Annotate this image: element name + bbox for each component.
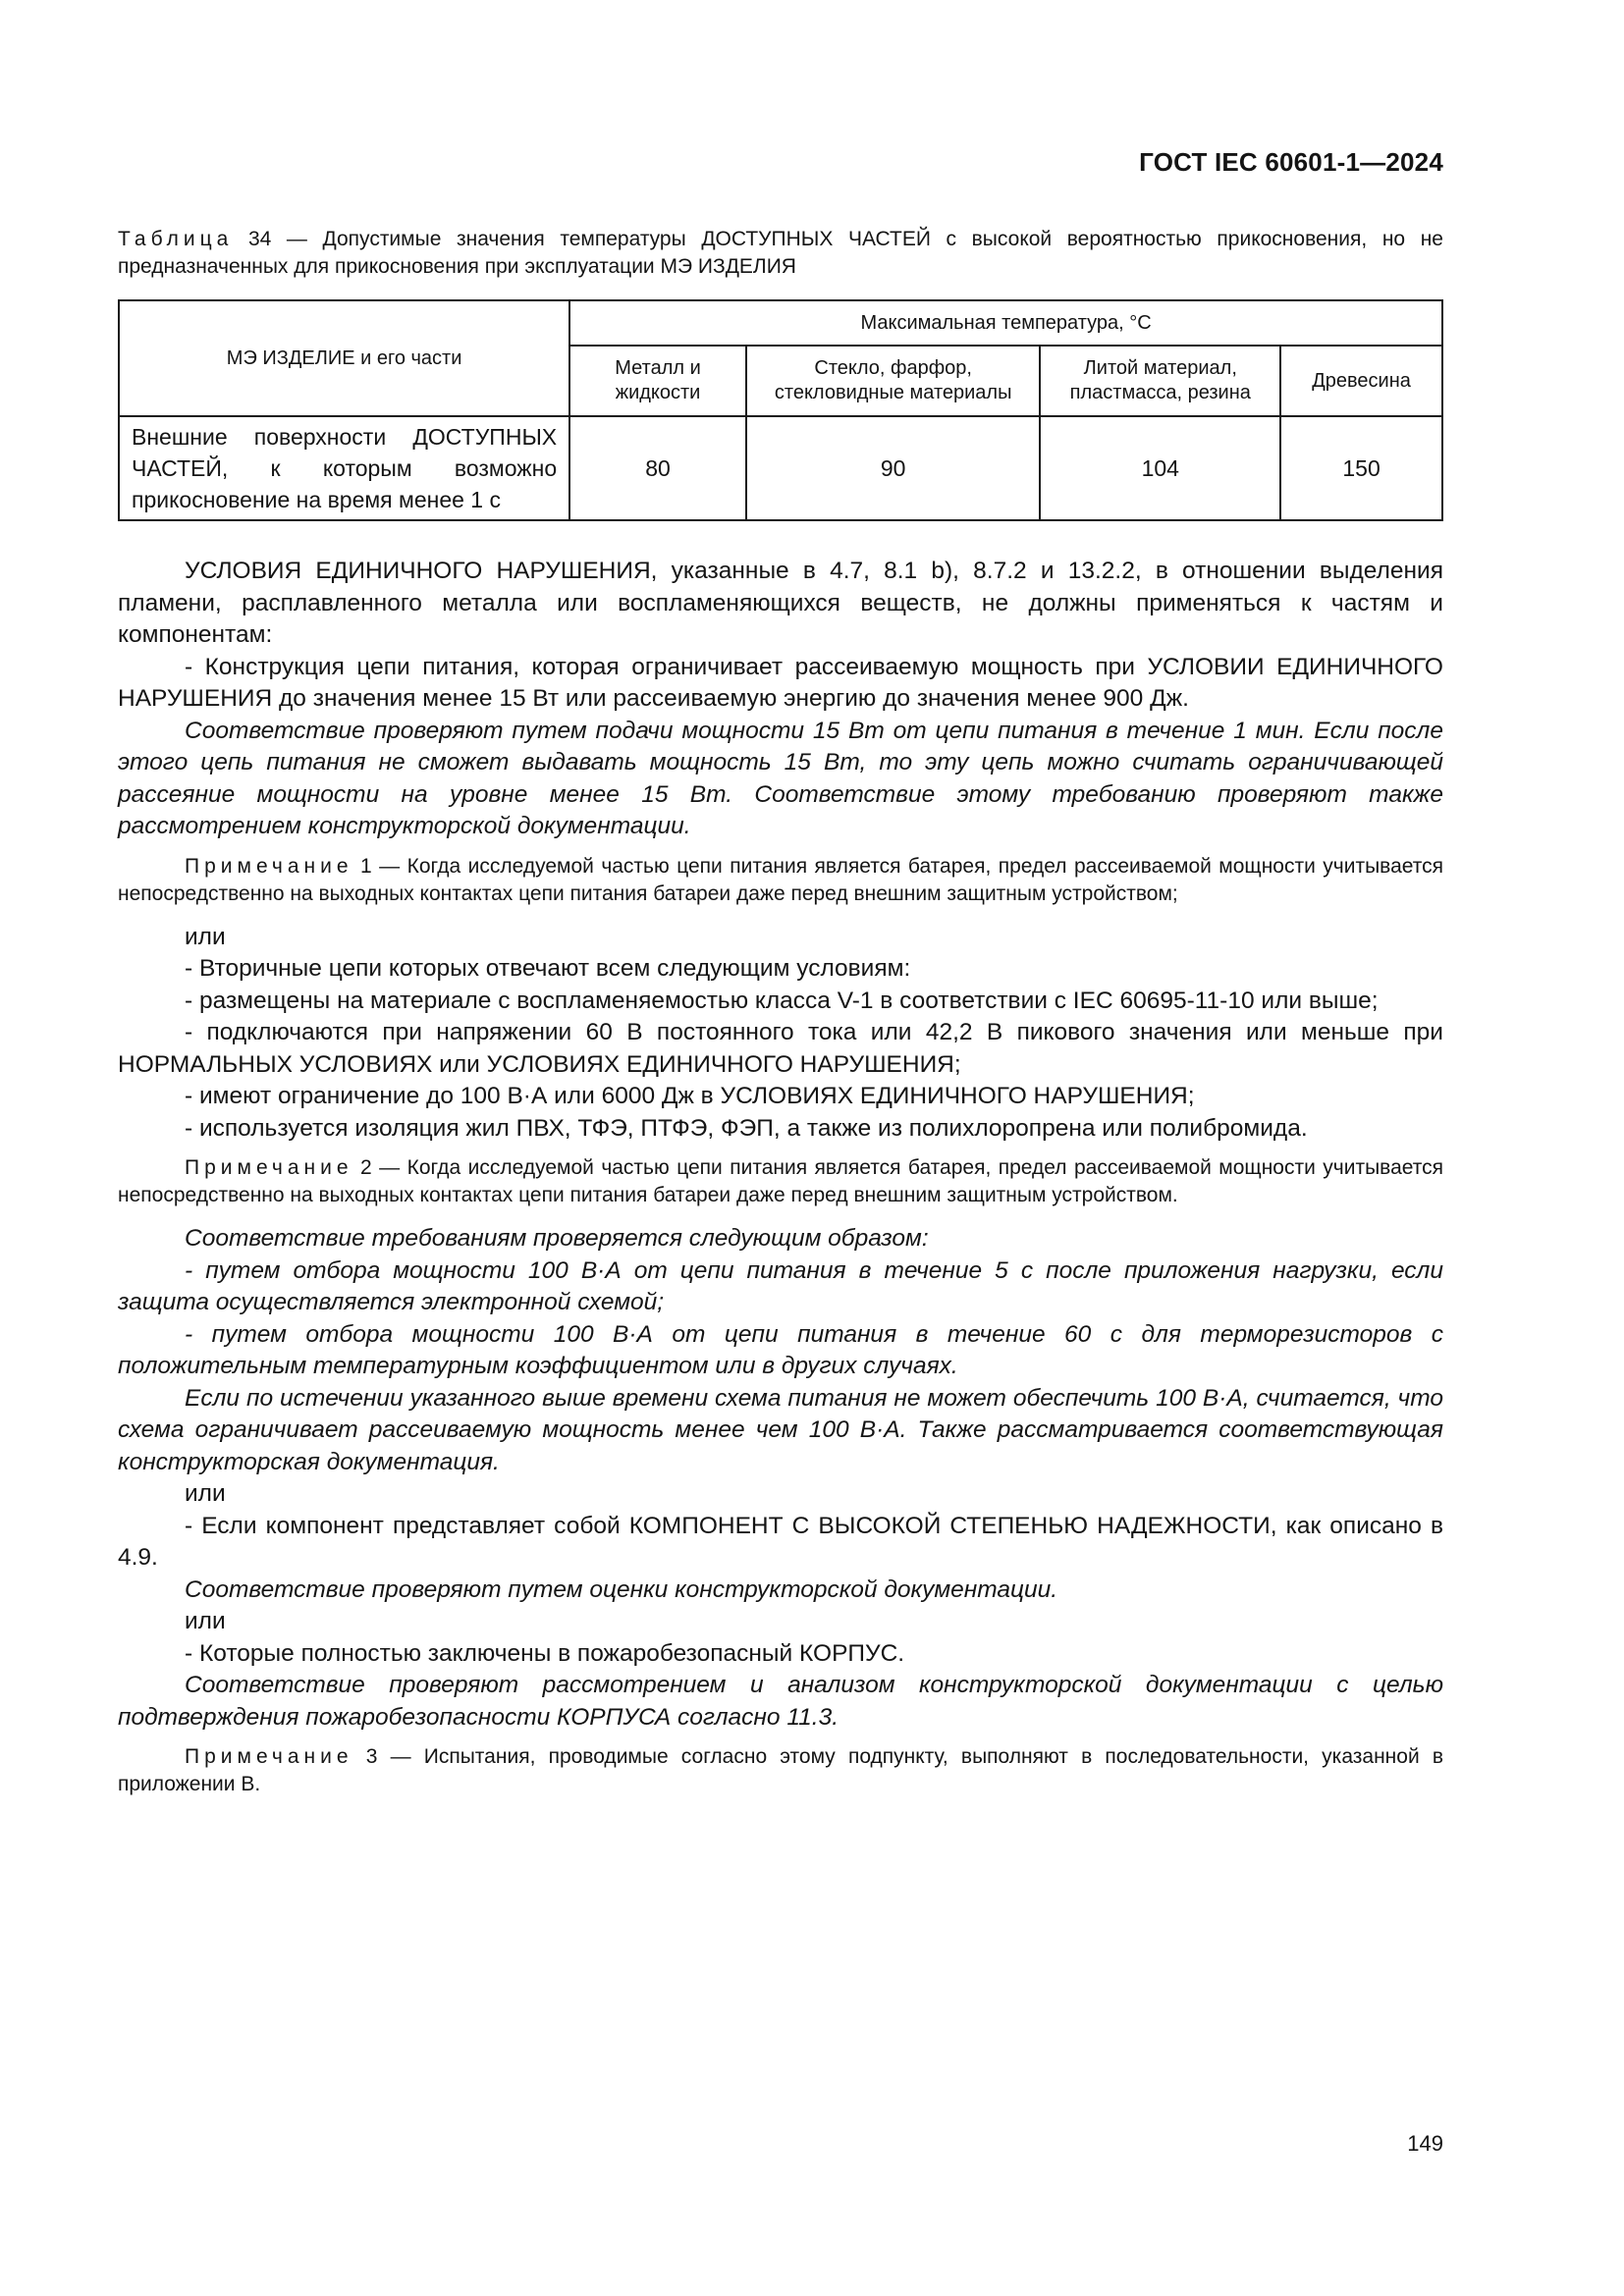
- table-caption: [118, 226, 1443, 281]
- table-caption-text: 34 — Допустимые значения температуры ДОСТУПНЫХ ЧАСТЕЙ с высокой вероятностью прикосновения, но не предназначенных для прикосновения при эксплуатации МЭ ИЗДЕЛИЯ: [118, 228, 1443, 278]
- note-text: 1 — Когда исследуемой частью цепи питания является батарея, предел рассеиваемой мощности учитывается непосредственно на выходных контактах цепи питания батареи даже перед внешним защитным устройством;: [118, 854, 1443, 905]
- paragraph: - используется изоляция жил ПВХ, ТФЭ, ПТФЭ, ФЭП, а также из полихлоропрена или полибромида.: [185, 1114, 1308, 1142]
- paragraph: УСЛОВИЯ ЕДИНИЧНОГО НАРУШЕНИЯ, указанные в 4.7, 8.1 b), 8.7.2 и 13.2.2, в отношении выделения пламени, расплавленного металла или воспламеняющихся веществ, не должны применяться к частям и компонентам:: [118, 558, 1443, 648]
- temperature-table: [118, 299, 1443, 521]
- page-number: 149: [1407, 2131, 1443, 2156]
- paragraph: - размещены на материале с воспламеняемостью класса V-1 в соответствии с IEC 60695-11-10 или выше;: [185, 987, 1379, 1014]
- compliance-paragraph: - путем отбора мощности 100 В·А от цепи питания в течение 5 с после приложения нагрузки, если защита осуществляется электронной схемой;: [118, 1256, 1443, 1315]
- table-header-max-temp: Максимальная температура, °С: [569, 300, 1442, 346]
- note-label: Примечание: [185, 854, 353, 878]
- note-text: 2 — Когда исследуемой частью цепи питания является батарея, предел рассеиваемой мощности учитывается непосредственно на выходных контактах цепи питания батареи даже перед внешним защитным устройством.: [118, 1156, 1443, 1206]
- compliance-paragraph: Соответствие проверяют путем оценки конструкторской документации.: [185, 1575, 1058, 1603]
- note-label: Примечание: [185, 1156, 353, 1179]
- compliance-paragraph: Соответствие требованиям проверяется следующим образом:: [185, 1225, 929, 1252]
- paragraph: или: [185, 1608, 226, 1634]
- table-cell: 80: [569, 416, 746, 520]
- paragraph: - подключаются при напряжении 60 В постоянного тока или 42,2 В пикового значения или меньше при НОРМАЛЬНЫХ УСЛОВИЯХ или УСЛОВИЯХ ЕДИНИЧНОГО НАРУШЕНИЯ;: [118, 1019, 1443, 1078]
- table-subheader: Стекло, фарфор, стекловидные материалы: [746, 346, 1041, 416]
- document-header: ГОСТ IEC 60601-1—2024: [1139, 147, 1443, 177]
- note-text: 3 — Испытания, проводимые согласно этому подпункту, выполняют в последовательности, указанной в приложении В.: [118, 1745, 1443, 1795]
- table-row-label: Внешние поверхности ДОСТУПНЫХ ЧАСТЕЙ, к которым возможно прикосновение на время менее 1 с: [119, 416, 569, 520]
- table-cell: 104: [1040, 416, 1280, 520]
- paragraph: или: [185, 923, 226, 950]
- table-cell: 90: [746, 416, 1041, 520]
- note-3: [118, 1743, 1443, 1798]
- paragraph: - Которые полностью заключены в пожаробезопасный КОРПУС.: [185, 1639, 905, 1667]
- table-subheader: Литой материал, пластмасса, резина: [1040, 346, 1280, 416]
- compliance-paragraph: Если по истечении указанного выше времени схема питания не может обеспечить 100 В·А, считается, что схема ограничивает рассеиваемую мощность менее чем 100 В·А. Также рассматривается соответствующая конструкторская документация.: [118, 1384, 1443, 1475]
- compliance-paragraph: Соответствие проверяют рассмотрением и анализом конструкторской документации с целью подтверждения пожаробезопасности КОРПУСА согласно 11.3.: [118, 1672, 1443, 1731]
- table-subheader: Древесина: [1280, 346, 1442, 416]
- table-header-part: МЭ ИЗДЕЛИЕ и его части: [119, 300, 569, 416]
- table-caption-label: Таблица: [118, 228, 234, 250]
- paragraph: - имеют ограничение до 100 В·А или 6000 Дж в УСЛОВИЯХ ЕДИНИЧНОГО НАРУШЕНИЯ;: [185, 1083, 1195, 1109]
- document-body: [118, 556, 1443, 1812]
- note-2: [118, 1154, 1443, 1209]
- compliance-paragraph: Соответствие проверяют путем подачи мощности 15 Вт от цепи питания в течение 1 мин. Если после этого цепь питания не сможет выдавать мощность 15 Вт, то эту цепь можно считать ограничивающей рассеяние мощности на уровне менее 15 Вт. Соответствие этому требованию проверяют также рассмотрением конструкторской документации.: [118, 717, 1443, 839]
- note-1: [118, 853, 1443, 908]
- table-cell: 150: [1280, 416, 1442, 520]
- compliance-paragraph: - путем отбора мощности 100 В·А от цепи питания в течение 60 с для терморезисторов с положительным температурным коэффициентом или в других случаях.: [118, 1320, 1443, 1379]
- paragraph: - Конструкция цепи питания, которая ограничивает рассеиваемую мощность при УСЛОВИИ ЕДИНИЧНОГО НАРУШЕНИЯ до значения менее 15 Вт или рассеиваемую энергию до значения менее 900 Дж.: [118, 653, 1443, 712]
- paragraph: - Если компонент представляет собой КОМПОНЕНТ С ВЫСОКОЙ СТЕПЕНЬЮ НАДЕЖНОСТИ, как описано в 4.9.: [118, 1512, 1443, 1571]
- note-label: Примечание: [185, 1745, 353, 1768]
- table-subheader: Металл и жидкости: [569, 346, 746, 416]
- paragraph: или: [185, 1480, 226, 1507]
- paragraph: - Вторичные цепи которых отвечают всем следующим условиям:: [185, 955, 911, 982]
